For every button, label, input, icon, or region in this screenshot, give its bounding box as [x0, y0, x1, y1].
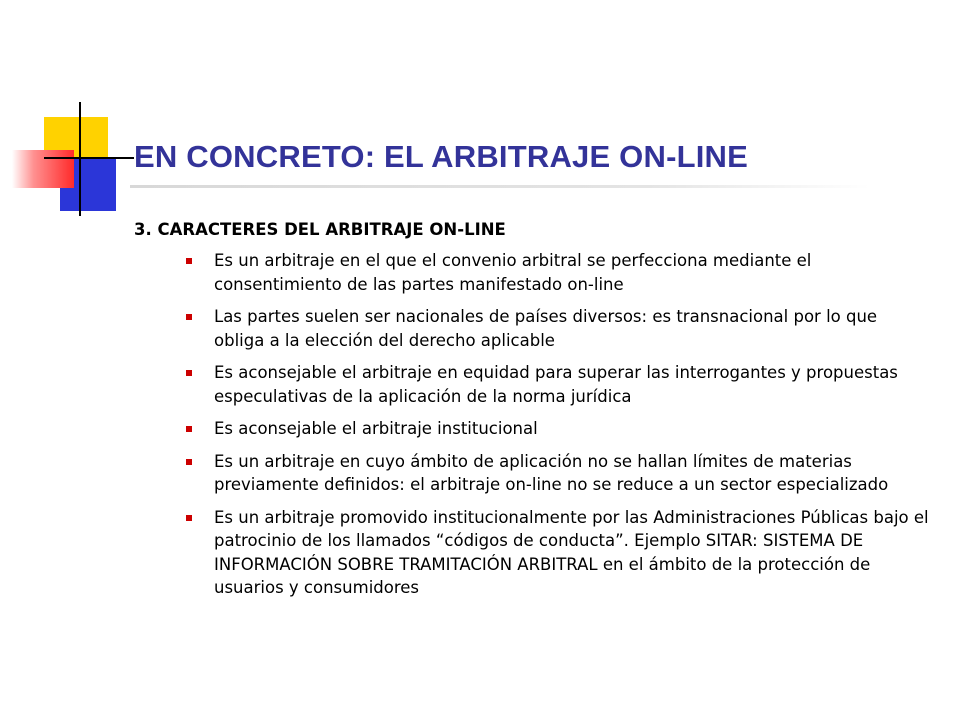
bullet-item — [214, 417, 929, 441]
bullet-text: Es un arbitraje promovido institucionalmente por las Administraciones Públicas bajo el patrocinio de los llamados “códigos de conducta”. Ejemplo SITAR: SISTEMA DE INFORMACIÓN SOBRE TRAMITACIÓN ARBITRAL en el ámbito de la protección de usuarios y consumidores — [214, 507, 929, 597]
square-bullet-icon — [186, 314, 192, 320]
decorative-squares-logo — [0, 0, 130, 230]
red-gradient-square — [12, 150, 74, 188]
vertical-line — [79, 102, 81, 216]
bullet-text: Es un arbitraje en cuyo ámbito de aplicación no se hallan límites de materias previamente definidos: el arbitraje on-line no se reduce a un sector especializado — [214, 451, 889, 494]
bullet-item — [214, 305, 929, 352]
bullet-item — [214, 249, 929, 296]
square-bullet-icon — [186, 370, 192, 376]
slide-title: EN CONCRETO: EL ARBITRAJE ON-LINE — [134, 139, 749, 174]
square-bullet-icon — [186, 459, 192, 465]
bullet-text: Las partes suelen ser nacionales de países diversos: es transnacional por lo que obliga a la elección del derecho aplicable — [214, 307, 878, 350]
bullet-item — [214, 506, 929, 600]
square-bullet-icon — [186, 426, 192, 432]
bullet-text: Es un arbitraje en el que el convenio arbitral se perfecciona mediante el consentimiento de las partes manifestado on-line — [214, 251, 812, 294]
bullet-text: Es aconsejable el arbitraje en equidad para superar las interrogantes y propuestas especulativas de la aplicación de la norma jurídica — [214, 363, 898, 406]
bullet-text: Es aconsejable el arbitraje institucional — [214, 419, 538, 438]
bullet-item — [214, 450, 929, 497]
horizontal-line — [44, 157, 134, 159]
title-underline — [130, 185, 870, 188]
section-heading: 3. CARACTERES DEL ARBITRAJE ON-LINE — [134, 220, 506, 239]
bullet-item — [214, 361, 929, 408]
square-bullet-icon — [186, 515, 192, 521]
bullet-list — [214, 249, 929, 609]
square-bullet-icon — [186, 258, 192, 264]
